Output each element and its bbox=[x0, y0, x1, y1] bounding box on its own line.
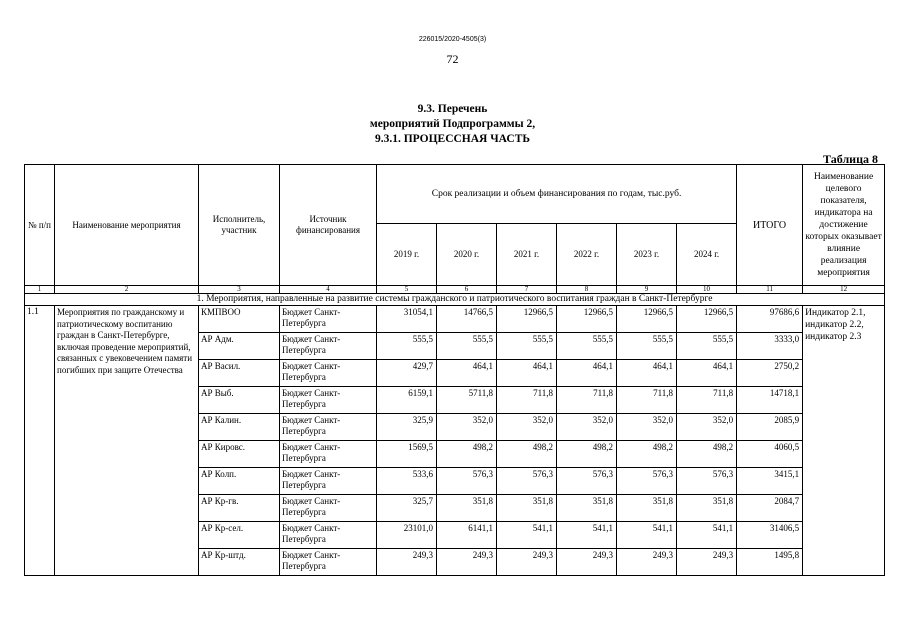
title-line-1: 9.3. Перечень bbox=[417, 103, 488, 115]
total-cell: 97686,6 bbox=[737, 306, 803, 333]
header-num: № п/п bbox=[25, 165, 55, 286]
title-line-2: мероприятий Подпрограммы 2, bbox=[369, 118, 536, 130]
source-cell: Бюджет Санкт-Петербурга bbox=[280, 333, 377, 360]
year-value-cell: 249,3 bbox=[557, 549, 617, 576]
executor-cell: АР Калин. bbox=[199, 414, 280, 441]
year-value-cell: 464,1 bbox=[497, 360, 557, 387]
header-period: Срок реализации и объем финансирования по годам, тыс.руб. bbox=[377, 165, 737, 224]
executor-cell: АР Выб. bbox=[199, 387, 280, 414]
section-title: 1. Мероприятия, направленные на развитие системы гражданского и патриотического воспитания граждан в Санкт-Петербурге bbox=[25, 294, 885, 306]
year-value-cell: 325,9 bbox=[377, 414, 437, 441]
total-cell: 3415,1 bbox=[737, 468, 803, 495]
col-index: 12 bbox=[803, 286, 885, 294]
year-value-cell: 576,3 bbox=[677, 468, 737, 495]
header-total: ИТОГО bbox=[737, 165, 803, 286]
year-value-cell: 541,1 bbox=[557, 522, 617, 549]
year-value-cell: 555,5 bbox=[497, 333, 557, 360]
year-value-cell: 351,8 bbox=[557, 495, 617, 522]
col-index: 9 bbox=[617, 286, 677, 294]
year-value-cell: 31054,1 bbox=[377, 306, 437, 333]
header-year: 2020 г. bbox=[437, 224, 497, 286]
year-value-cell: 541,1 bbox=[617, 522, 677, 549]
section-row bbox=[25, 294, 885, 306]
indicator-line: индикатор 2.3 bbox=[805, 332, 862, 342]
year-value-cell: 555,5 bbox=[377, 333, 437, 360]
source-cell: Бюджет Санкт-Петербурга bbox=[280, 549, 377, 576]
header-year: 2024 г. bbox=[677, 224, 737, 286]
header-year: 2023 г. bbox=[617, 224, 677, 286]
year-value-cell: 352,0 bbox=[617, 414, 677, 441]
header-indicator: Наименование целевого показателя, индикатора на достижение которых оказывает влияние реализация мероприятия bbox=[803, 165, 885, 286]
source-cell: Бюджет Санкт-Петербурга bbox=[280, 522, 377, 549]
page-title bbox=[0, 102, 905, 147]
document-id: 226015/2020-4505(3) bbox=[418, 36, 487, 43]
year-value-cell: 351,8 bbox=[677, 495, 737, 522]
indicator-cell bbox=[803, 306, 885, 576]
year-value-cell: 464,1 bbox=[617, 360, 677, 387]
item-number: 1.1 bbox=[25, 306, 55, 576]
year-value-cell: 23101,0 bbox=[377, 522, 437, 549]
year-value-cell: 14766,5 bbox=[437, 306, 497, 333]
year-value-cell: 576,3 bbox=[437, 468, 497, 495]
measures-table bbox=[24, 164, 885, 576]
column-index-row bbox=[25, 286, 885, 294]
total-cell: 2084,7 bbox=[737, 495, 803, 522]
header-year: 2019 г. bbox=[377, 224, 437, 286]
year-value-cell: 711,8 bbox=[497, 387, 557, 414]
source-cell: Бюджет Санкт-Петербурга bbox=[280, 495, 377, 522]
indicator-line: Индикатор 2.1, bbox=[805, 308, 866, 318]
table-label: Таблица 8 bbox=[823, 152, 878, 166]
year-value-cell: 12966,5 bbox=[617, 306, 677, 333]
executor-cell: АР Кр-гв. bbox=[199, 495, 280, 522]
source-cell: Бюджет Санкт-Петербурга bbox=[280, 387, 377, 414]
year-value-cell: 351,8 bbox=[437, 495, 497, 522]
col-index: 10 bbox=[677, 286, 737, 294]
year-value-cell: 533,6 bbox=[377, 468, 437, 495]
col-index: 11 bbox=[737, 286, 803, 294]
year-value-cell: 325,7 bbox=[377, 495, 437, 522]
col-index: 2 bbox=[55, 286, 199, 294]
executor-cell: АР Адм. bbox=[199, 333, 280, 360]
year-value-cell: 555,5 bbox=[437, 333, 497, 360]
total-cell: 2085,9 bbox=[737, 414, 803, 441]
year-value-cell: 249,3 bbox=[377, 549, 437, 576]
year-value-cell: 541,1 bbox=[497, 522, 557, 549]
page-number: 72 bbox=[446, 52, 459, 66]
year-value-cell: 711,8 bbox=[677, 387, 737, 414]
total-cell: 31406,5 bbox=[737, 522, 803, 549]
year-value-cell: 541,1 bbox=[677, 522, 737, 549]
header-year: 2021 г. bbox=[497, 224, 557, 286]
header-executor: Исполнитель, участник bbox=[199, 165, 280, 286]
year-value-cell: 576,3 bbox=[497, 468, 557, 495]
col-index: 8 bbox=[557, 286, 617, 294]
col-index: 3 bbox=[199, 286, 280, 294]
year-value-cell: 555,5 bbox=[557, 333, 617, 360]
year-value-cell: 498,2 bbox=[677, 441, 737, 468]
year-value-cell: 1569,5 bbox=[377, 441, 437, 468]
indicator-line: индикатор 2.2, bbox=[805, 320, 864, 330]
year-value-cell: 352,0 bbox=[497, 414, 557, 441]
executor-cell: АР Васил. bbox=[199, 360, 280, 387]
year-value-cell: 464,1 bbox=[677, 360, 737, 387]
year-value-cell: 711,8 bbox=[617, 387, 677, 414]
executor-cell: АР Кировс. bbox=[199, 441, 280, 468]
year-value-cell: 464,1 bbox=[437, 360, 497, 387]
col-index: 5 bbox=[377, 286, 437, 294]
year-value-cell: 249,3 bbox=[497, 549, 557, 576]
source-cell: Бюджет Санкт-Петербурга bbox=[280, 468, 377, 495]
year-value-cell: 12966,5 bbox=[557, 306, 617, 333]
year-value-cell: 6159,1 bbox=[377, 387, 437, 414]
year-value-cell: 12966,5 bbox=[497, 306, 557, 333]
year-value-cell: 6141,1 bbox=[437, 522, 497, 549]
source-cell: Бюджет Санкт-Петербурга bbox=[280, 441, 377, 468]
year-value-cell: 555,5 bbox=[617, 333, 677, 360]
total-cell: 14718,1 bbox=[737, 387, 803, 414]
total-cell: 4060,5 bbox=[737, 441, 803, 468]
col-index: 6 bbox=[437, 286, 497, 294]
year-value-cell: 711,8 bbox=[557, 387, 617, 414]
year-value-cell: 464,1 bbox=[557, 360, 617, 387]
year-value-cell: 351,8 bbox=[497, 495, 557, 522]
total-cell: 1495,8 bbox=[737, 549, 803, 576]
year-value-cell: 351,8 bbox=[617, 495, 677, 522]
source-cell: Бюджет Санкт-Петербурга bbox=[280, 360, 377, 387]
total-cell: 3333,0 bbox=[737, 333, 803, 360]
year-value-cell: 249,3 bbox=[677, 549, 737, 576]
year-value-cell: 12966,5 bbox=[677, 306, 737, 333]
data-rows bbox=[25, 306, 885, 576]
year-value-cell: 576,3 bbox=[617, 468, 677, 495]
year-value-cell: 498,2 bbox=[437, 441, 497, 468]
year-value-cell: 555,5 bbox=[677, 333, 737, 360]
header-source: Источник финансирования bbox=[280, 165, 377, 286]
year-value-cell: 352,0 bbox=[557, 414, 617, 441]
total-cell: 2750,2 bbox=[737, 360, 803, 387]
header-year: 2022 г. bbox=[557, 224, 617, 286]
year-value-cell: 352,0 bbox=[677, 414, 737, 441]
year-value-cell: 352,0 bbox=[437, 414, 497, 441]
executor-cell: АР Кр-штд. bbox=[199, 549, 280, 576]
title-line-3: 9.3.1. ПРОЦЕССНАЯ ЧАСТЬ bbox=[374, 133, 530, 145]
source-cell: Бюджет Санкт-Петербурга bbox=[280, 306, 377, 333]
year-value-cell: 576,3 bbox=[557, 468, 617, 495]
year-value-cell: 5711,8 bbox=[437, 387, 497, 414]
col-index: 1 bbox=[25, 286, 55, 294]
col-index: 7 bbox=[497, 286, 557, 294]
executor-cell: КМПВОО bbox=[199, 306, 280, 333]
year-value-cell: 498,2 bbox=[557, 441, 617, 468]
year-value-cell: 249,3 bbox=[437, 549, 497, 576]
year-value-cell: 498,2 bbox=[617, 441, 677, 468]
table-row bbox=[25, 306, 885, 333]
year-value-cell: 498,2 bbox=[497, 441, 557, 468]
executor-cell: АР Колп. bbox=[199, 468, 280, 495]
year-value-cell: 429,7 bbox=[377, 360, 437, 387]
item-name: Мероприятия по гражданскому и патриотическому воспитанию граждан в Санкт-Петербурге, включая проведение мероприятий, связанных с увековечением памяти погибших при защите Отечества bbox=[55, 306, 199, 576]
source-cell: Бюджет Санкт-Петербурга bbox=[280, 414, 377, 441]
col-index: 4 bbox=[280, 286, 377, 294]
executor-cell: АР Кр-сел. bbox=[199, 522, 280, 549]
header-name: Наименование мероприятия bbox=[55, 165, 199, 286]
year-value-cell: 249,3 bbox=[617, 549, 677, 576]
